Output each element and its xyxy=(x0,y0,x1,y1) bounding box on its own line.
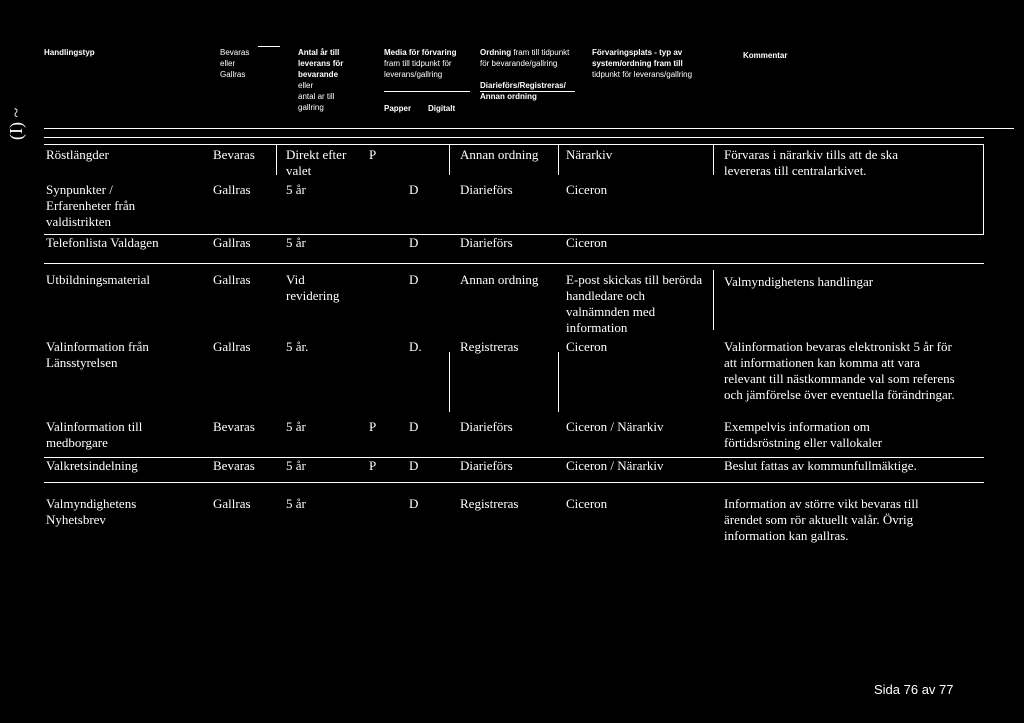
row-comment: Exempelvis information om förtidsröstning eller vallokaler xyxy=(724,419,883,450)
header-rule-top xyxy=(258,46,280,47)
row-digital: D xyxy=(409,235,419,250)
row-place: Ciceron xyxy=(566,339,608,354)
grid-line-h1 xyxy=(44,144,984,145)
row-digital: D. xyxy=(409,339,422,354)
row-action: Gallras xyxy=(213,339,251,354)
header-col-forvaringsplats: Förvaringsplats - typ av system/ordning fram till tidpunkt för leverans/gallring xyxy=(592,48,693,79)
row-years: 5 år xyxy=(286,458,306,473)
row-place: Ciceron / Närarkiv xyxy=(566,419,664,434)
header-rule-bottom xyxy=(44,128,1014,129)
row-action: Gallras xyxy=(213,272,251,287)
grid-line-v8 xyxy=(713,270,714,330)
row-order: Annan ordning xyxy=(460,272,539,287)
row-comment: Beslut fattas av kommunfullmäktige. xyxy=(724,458,917,473)
row-paper: P xyxy=(369,458,377,473)
row-comment: Valmyndighetens handlingar xyxy=(724,274,874,289)
row-type: Valmyndighetens Nyhetsbrev xyxy=(46,496,137,527)
row-years: 5 år xyxy=(286,182,306,197)
header-col-ordning: Ordning fram till tidpunkt för bevarande/gallring xyxy=(480,48,570,68)
grid-line-v7 xyxy=(558,352,559,412)
header-rule-media xyxy=(384,91,470,92)
header-rule-bottom-2 xyxy=(44,137,984,138)
row-paper: P xyxy=(369,147,377,162)
row-years: Direkt efter valet xyxy=(286,147,347,178)
row-comment: Förvaras i närarkiv tills att de ska levereras till centralarkivet. xyxy=(724,147,899,178)
header-col-media: Media för förvaring fram till tidpunkt för leverans/gallring xyxy=(384,48,457,79)
header-col-bevaras-gallras: Bevaras eller Gallras xyxy=(220,48,250,79)
row-place: Närarkiv xyxy=(566,147,613,162)
row-years: Vid revidering xyxy=(286,272,340,303)
row-order: Registreras xyxy=(460,496,519,511)
row-years: 5 år xyxy=(286,496,306,511)
row-order: Diarieförs xyxy=(460,182,513,197)
row-comment: Information av större vikt bevaras till ärendet som rör aktuellt valår. Övrig information kan gallras. xyxy=(724,496,919,543)
row-years: 5 år xyxy=(286,235,306,250)
row-action: Bevaras xyxy=(213,147,255,162)
grid-line-v6 xyxy=(449,352,450,412)
row-digital: D xyxy=(409,419,419,434)
row-type: Telefonlista Valdagen xyxy=(46,235,159,250)
row-order: Diarieförs xyxy=(460,419,513,434)
row-action: Bevaras xyxy=(213,419,255,434)
grid-line-v4 xyxy=(713,145,714,175)
header-col-antal-ar: Antal år till leverans för bevarande eller antal ar till gallring xyxy=(298,48,344,112)
header-rule-ordning xyxy=(480,91,575,92)
row-place: Ciceron xyxy=(566,182,608,197)
page-number: Sida 76 av 77 xyxy=(874,682,954,697)
row-years: 5 år. xyxy=(286,339,309,354)
header-media-papper: Papper xyxy=(384,104,412,113)
row-digital: D xyxy=(409,458,419,473)
row-type: Valkretsindelning xyxy=(46,458,138,473)
row-place: Ciceron / Närarkiv xyxy=(566,458,664,473)
row-paper: P xyxy=(369,419,377,434)
row-place: Ciceron xyxy=(566,235,608,250)
row-type: Valinformation till medborgare xyxy=(46,419,143,450)
header-media-digitalt: Digitalt xyxy=(428,104,456,113)
row-type: Utbildningsmaterial xyxy=(46,272,150,287)
grid-line-v3 xyxy=(558,145,559,175)
margin-handwriting: (I) ~ xyxy=(6,107,26,140)
header-col-kommentar: Kommentar xyxy=(743,51,788,60)
row-order: Diarieförs xyxy=(460,235,513,250)
grid-line-h3 xyxy=(44,263,984,264)
row-type: Valinformation från Länsstyrelsen xyxy=(46,339,149,370)
row-order: Registreras xyxy=(460,339,519,354)
grid-line-v1 xyxy=(276,145,277,175)
header-ordning-sub: Diarieförs/Registreras/ Annan ordning xyxy=(480,81,566,101)
row-order: Diarieförs xyxy=(460,458,513,473)
row-digital: D xyxy=(409,272,419,287)
row-comment: Valinformation bevaras elektroniskt 5 år för att informationen kan komma att vara relevant till nästkommande val som referens och jämförelse över eventuella förändringar. xyxy=(724,339,955,402)
row-years: 5 år xyxy=(286,419,306,434)
row-type: Synpunkter / Erfarenheter från valdistrikten xyxy=(46,182,136,229)
row-digital: D xyxy=(409,182,419,197)
row-type: Röstlängder xyxy=(46,147,109,162)
row-action: Bevaras xyxy=(213,458,255,473)
header-col-handlingstyp: Handlingstyp xyxy=(44,48,95,57)
row-order: Annan ordning xyxy=(460,147,539,162)
grid-line-h2 xyxy=(44,234,984,235)
grid-line-v2 xyxy=(449,145,450,175)
row-action: Gallras xyxy=(213,182,251,197)
row-digital: D xyxy=(409,496,419,511)
row-action: Gallras xyxy=(213,496,251,511)
row-action: Gallras xyxy=(213,235,251,250)
row-place: E-post skickas till berörda handledare och valnämnden med information xyxy=(566,272,703,335)
grid-line-v5 xyxy=(983,145,984,235)
row-place: Ciceron xyxy=(566,496,608,511)
grid-line-h5 xyxy=(44,482,984,483)
